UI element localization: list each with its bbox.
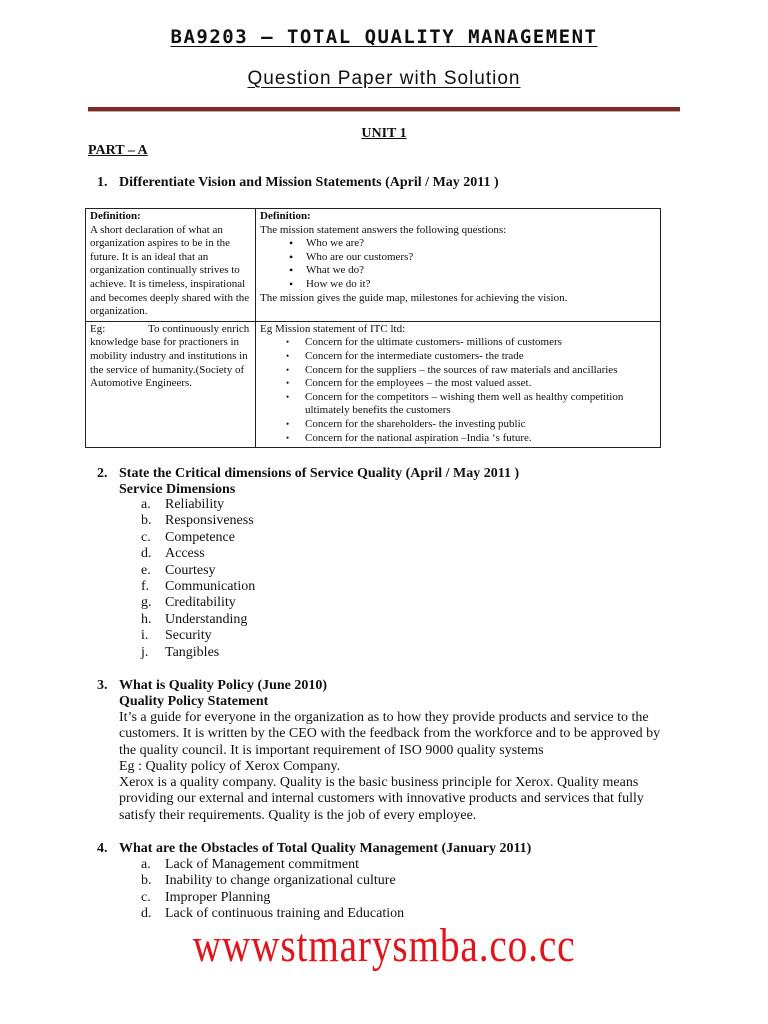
vision-mission-table <box>85 208 661 448</box>
list-item: • Concern for the competitors – wishing them well as healthy competition ultimately benefits the customers <box>305 391 656 418</box>
question-1-heading <box>97 175 499 191</box>
xerox-policy-text: Xerox is a quality company. Quality is the basic business principle for Xerox. Quality means providing our external and internal customers with innovative products and services that fully satisfy their requirements. Quality is the job of every employee. <box>119 775 644 823</box>
question-3-number: 3. <box>97 678 108 693</box>
list-item: c. Competence <box>141 529 235 545</box>
vision-definition-text: A short declaration of what an organization aspires to be in the future. It is an ideal that an organization continually strives to achieve. It is timeless, inspirational and becomes deeply shared with the organization. <box>90 223 250 318</box>
question-4-text: What are the Obstacles of Total Quality Management (January 2011) <box>119 841 532 856</box>
list-item: • Concern for the shareholders- the investing public <box>305 418 656 432</box>
list-item: • Who we are? <box>306 237 656 251</box>
list-item: i. Security <box>141 628 212 644</box>
quality-policy-text: It’s a guide for everyone in the organization as to how they provide products and service to the customers. It is written by the CEO with the feedback from the workforce and to be approved by the quality council. It is important requirement of ISO 9000 quality systems <box>119 710 661 758</box>
list-item: f. Communication <box>141 579 256 595</box>
question-2-number: 2. <box>97 466 108 481</box>
question-4-number: 4. <box>97 841 108 856</box>
list-item: • Concern for the intermediate customers- the trade <box>305 350 656 364</box>
question-1-number: 1. <box>97 175 108 190</box>
list-item: e. Courtesy <box>141 562 216 578</box>
document-subtitle: Question Paper with Solution <box>247 68 521 89</box>
vision-example-label: Eg: <box>90 322 106 335</box>
course-title: BA9203 – TOTAL QUALITY MANAGEMENT <box>170 26 598 48</box>
header-divider <box>88 107 680 112</box>
quality-policy-body <box>119 710 679 824</box>
table-row <box>86 209 661 322</box>
vision-example-text: knowledge base for practioners in mobility industry and institutions in the service of humanity.(Society of Automotive Engineers. <box>90 336 248 390</box>
vision-definition-cell <box>86 209 256 322</box>
list-item: • What we do? <box>306 264 656 278</box>
part-heading: PART – A <box>88 143 148 158</box>
vision-example-cell <box>86 321 256 447</box>
table-row <box>86 321 661 447</box>
mission-definition-cell <box>256 209 661 322</box>
tqm-obstacles-list <box>141 857 404 923</box>
list-item: b. Inability to change organizational culture <box>141 873 396 889</box>
mission-example-title: Eg Mission statement of ITC ltd: <box>260 322 406 335</box>
question-3-heading <box>97 678 327 694</box>
list-item: h. Understanding <box>141 611 248 627</box>
quality-policy-example: Eg : Quality policy of Xerox Company. <box>119 758 341 774</box>
mission-definition-intro: The mission statement answers the following questions: <box>260 223 507 236</box>
list-item: • Concern for the employees – the most valued asset. <box>305 377 656 391</box>
mission-definition-outro: The mission gives the guide map, milestones for achieving the vision. <box>260 291 568 304</box>
website-watermark: wwwstmarysmba.co.cc <box>192 919 576 972</box>
service-dimensions-list <box>141 497 255 661</box>
mission-example-list <box>260 336 656 445</box>
list-item: g. Creditability <box>141 595 236 611</box>
list-item: • Concern for the suppliers – the sources of raw materials and ancillaries <box>305 364 656 378</box>
question-2-heading <box>97 466 519 482</box>
list-item: • How we do it? <box>306 278 656 292</box>
list-item: d. Lack of continuous training and Education <box>141 906 405 922</box>
list-item: • Concern for the national aspiration –India ‘s future. <box>305 432 656 446</box>
question-4-heading <box>97 841 531 857</box>
mission-questions-list <box>260 237 656 291</box>
list-item: a. Lack of Management commitment <box>141 857 359 872</box>
mission-definition-label: Definition: <box>260 210 311 222</box>
vision-example-first: To continuously enrich <box>148 322 250 335</box>
question-1-text: Differentiate Vision and Mission Statements (April / May 2011 ) <box>119 175 499 190</box>
mission-example-cell <box>256 321 661 447</box>
unit-heading: UNIT 1 <box>361 126 407 141</box>
list-item: c. Improper Planning <box>141 889 271 905</box>
vision-example-first-line <box>90 323 251 337</box>
question-2-text: State the Critical dimensions of Service Quality (April / May 2011 ) <box>119 466 520 481</box>
vision-definition-label: Definition: <box>90 210 141 222</box>
list-item: • Concern for the ultimate customers- millions of customers <box>305 336 656 350</box>
list-item: b. Responsiveness <box>141 513 254 529</box>
quality-policy-heading: Quality Policy Statement <box>119 694 269 709</box>
list-item: d. Access <box>141 546 205 562</box>
question-3-text: What is Quality Policy (June 2010) <box>119 678 328 693</box>
list-item: j. Tangibles <box>141 644 220 660</box>
list-item: • Who are our customers? <box>306 251 656 265</box>
service-dimensions-heading: Service Dimensions <box>119 482 236 497</box>
list-item: a. Reliability <box>141 497 225 512</box>
